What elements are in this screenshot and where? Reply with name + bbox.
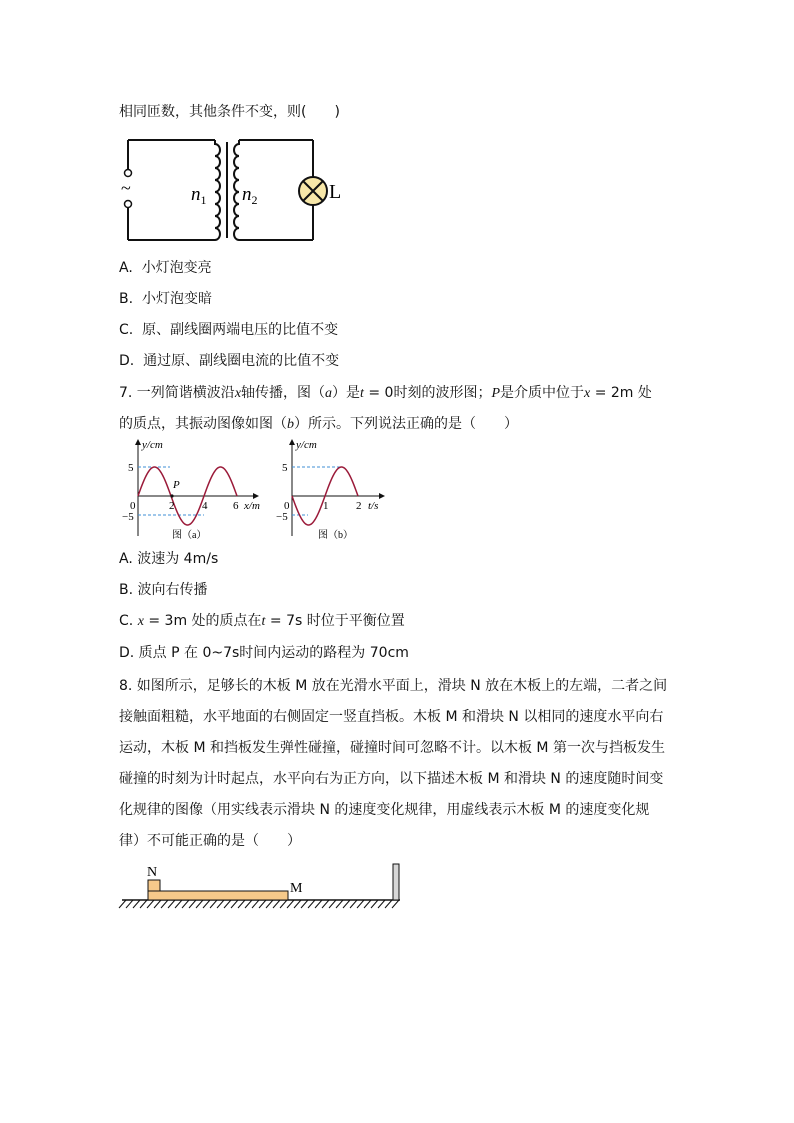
graph-a-ylabel: y/cm (142, 439, 163, 451)
block-n (148, 880, 160, 891)
graph-b-caption: 图（b） (318, 530, 353, 541)
baffle (393, 864, 399, 900)
q7-stem-line2: 的质点，其振动图像如图（b）所示。下列说法正确的是（ ） (119, 416, 518, 432)
wave-graph-a (118, 436, 278, 544)
graph-b-tick-1: 1 (323, 500, 329, 512)
n1-label: $n_1$ (191, 184, 207, 207)
graph-a-point-p: P (173, 479, 180, 491)
q7-stem-line1: 7. 一列简谐横波沿x轴传播，图（a）是t = 0时刻的波形图；P是介质中位于x = 2m 处 (119, 385, 652, 401)
q8-stem-line5: 化规律的图像（用实线表示滑块 N 的速度变化规律，用虚线表示木板 M 的速度变化规 (119, 802, 650, 818)
graph-b-tick-2: 2 (356, 500, 362, 512)
graph-a-ypos: 5 (128, 462, 134, 474)
graph-b-origin: 0 (284, 500, 290, 512)
graph-a-tick-2: 2 (169, 500, 175, 512)
graph-a-xlabel: x/m (244, 500, 260, 512)
terminal-top (125, 170, 132, 177)
vibration-graph-b (272, 436, 402, 544)
graph-a-tick-6: 6 (233, 500, 239, 512)
q6-option-a: A. 小灯泡变亮 (119, 260, 212, 276)
q7-option-c: C. x = 3m 处的质点在t = 7s 时位于平衡位置 (119, 613, 405, 629)
q8-stem-line3: 运动，木板 M 和挡板发生弹性碰撞，碰撞时间可忽略不计。以木板 M 第一次与挡板发生 (119, 740, 665, 756)
graph-a-tick-4: 4 (202, 500, 208, 512)
q6-option-d: D. 通过原、副线圈电流的比值不变 (119, 353, 340, 369)
board-block-figure (118, 858, 408, 916)
label-n: N (147, 865, 158, 880)
ac-symbol: ~ (121, 178, 131, 198)
q6-option-c: C. 原、副线圈两端电压的比值不变 (119, 322, 339, 338)
q6-option-b: B. 小灯泡变暗 (119, 291, 212, 307)
graph-a-yneg: −5 (122, 511, 134, 523)
lamp-label: L (329, 181, 342, 203)
graph-a-caption: 图（a） (172, 530, 207, 541)
q7-option-d: D. 质点 P 在 0~7s时间内运动的路程为 70cm (119, 645, 409, 661)
graph-b-ypos: 5 (282, 462, 288, 474)
q7-option-a: A. 波速为 4m/s (119, 551, 219, 567)
q6-intro: 相同匝数，其他条件不变，则( ) (119, 104, 340, 120)
q7-option-b: B. 波向右传播 (119, 582, 208, 598)
lamp-icon (299, 177, 327, 205)
label-m: M (290, 881, 303, 896)
terminal-bottom (125, 201, 132, 208)
transformer-circuit-figure (115, 132, 355, 248)
graph-b-xlabel: t/s (368, 500, 379, 512)
q8-stem-line6: 律）不可能正确的是（ ） (119, 833, 301, 849)
q8-stem-line1: 8. 如图所示，足够长的木板 M 放在光滑水平面上，滑块 N 放在木板上的左端，二者之间 (119, 678, 668, 694)
graph-b-ylabel: y/cm (296, 439, 317, 451)
n2-label: $n_2$ (242, 184, 258, 207)
graph-b-yneg: −5 (276, 511, 288, 523)
board-m (148, 891, 288, 900)
graph-a-origin: 0 (130, 500, 136, 512)
q8-stem-line4: 碰撞的时刻为计时起点，水平向右为正方向，以下描述木板 M 和滑块 N 的速度随时间变 (119, 771, 664, 787)
q8-stem-line2: 接触面粗糙，水平地面的右侧固定一竖直挡板。木板 M 和滑块 N 以相同的速度水平向右 (119, 709, 664, 725)
